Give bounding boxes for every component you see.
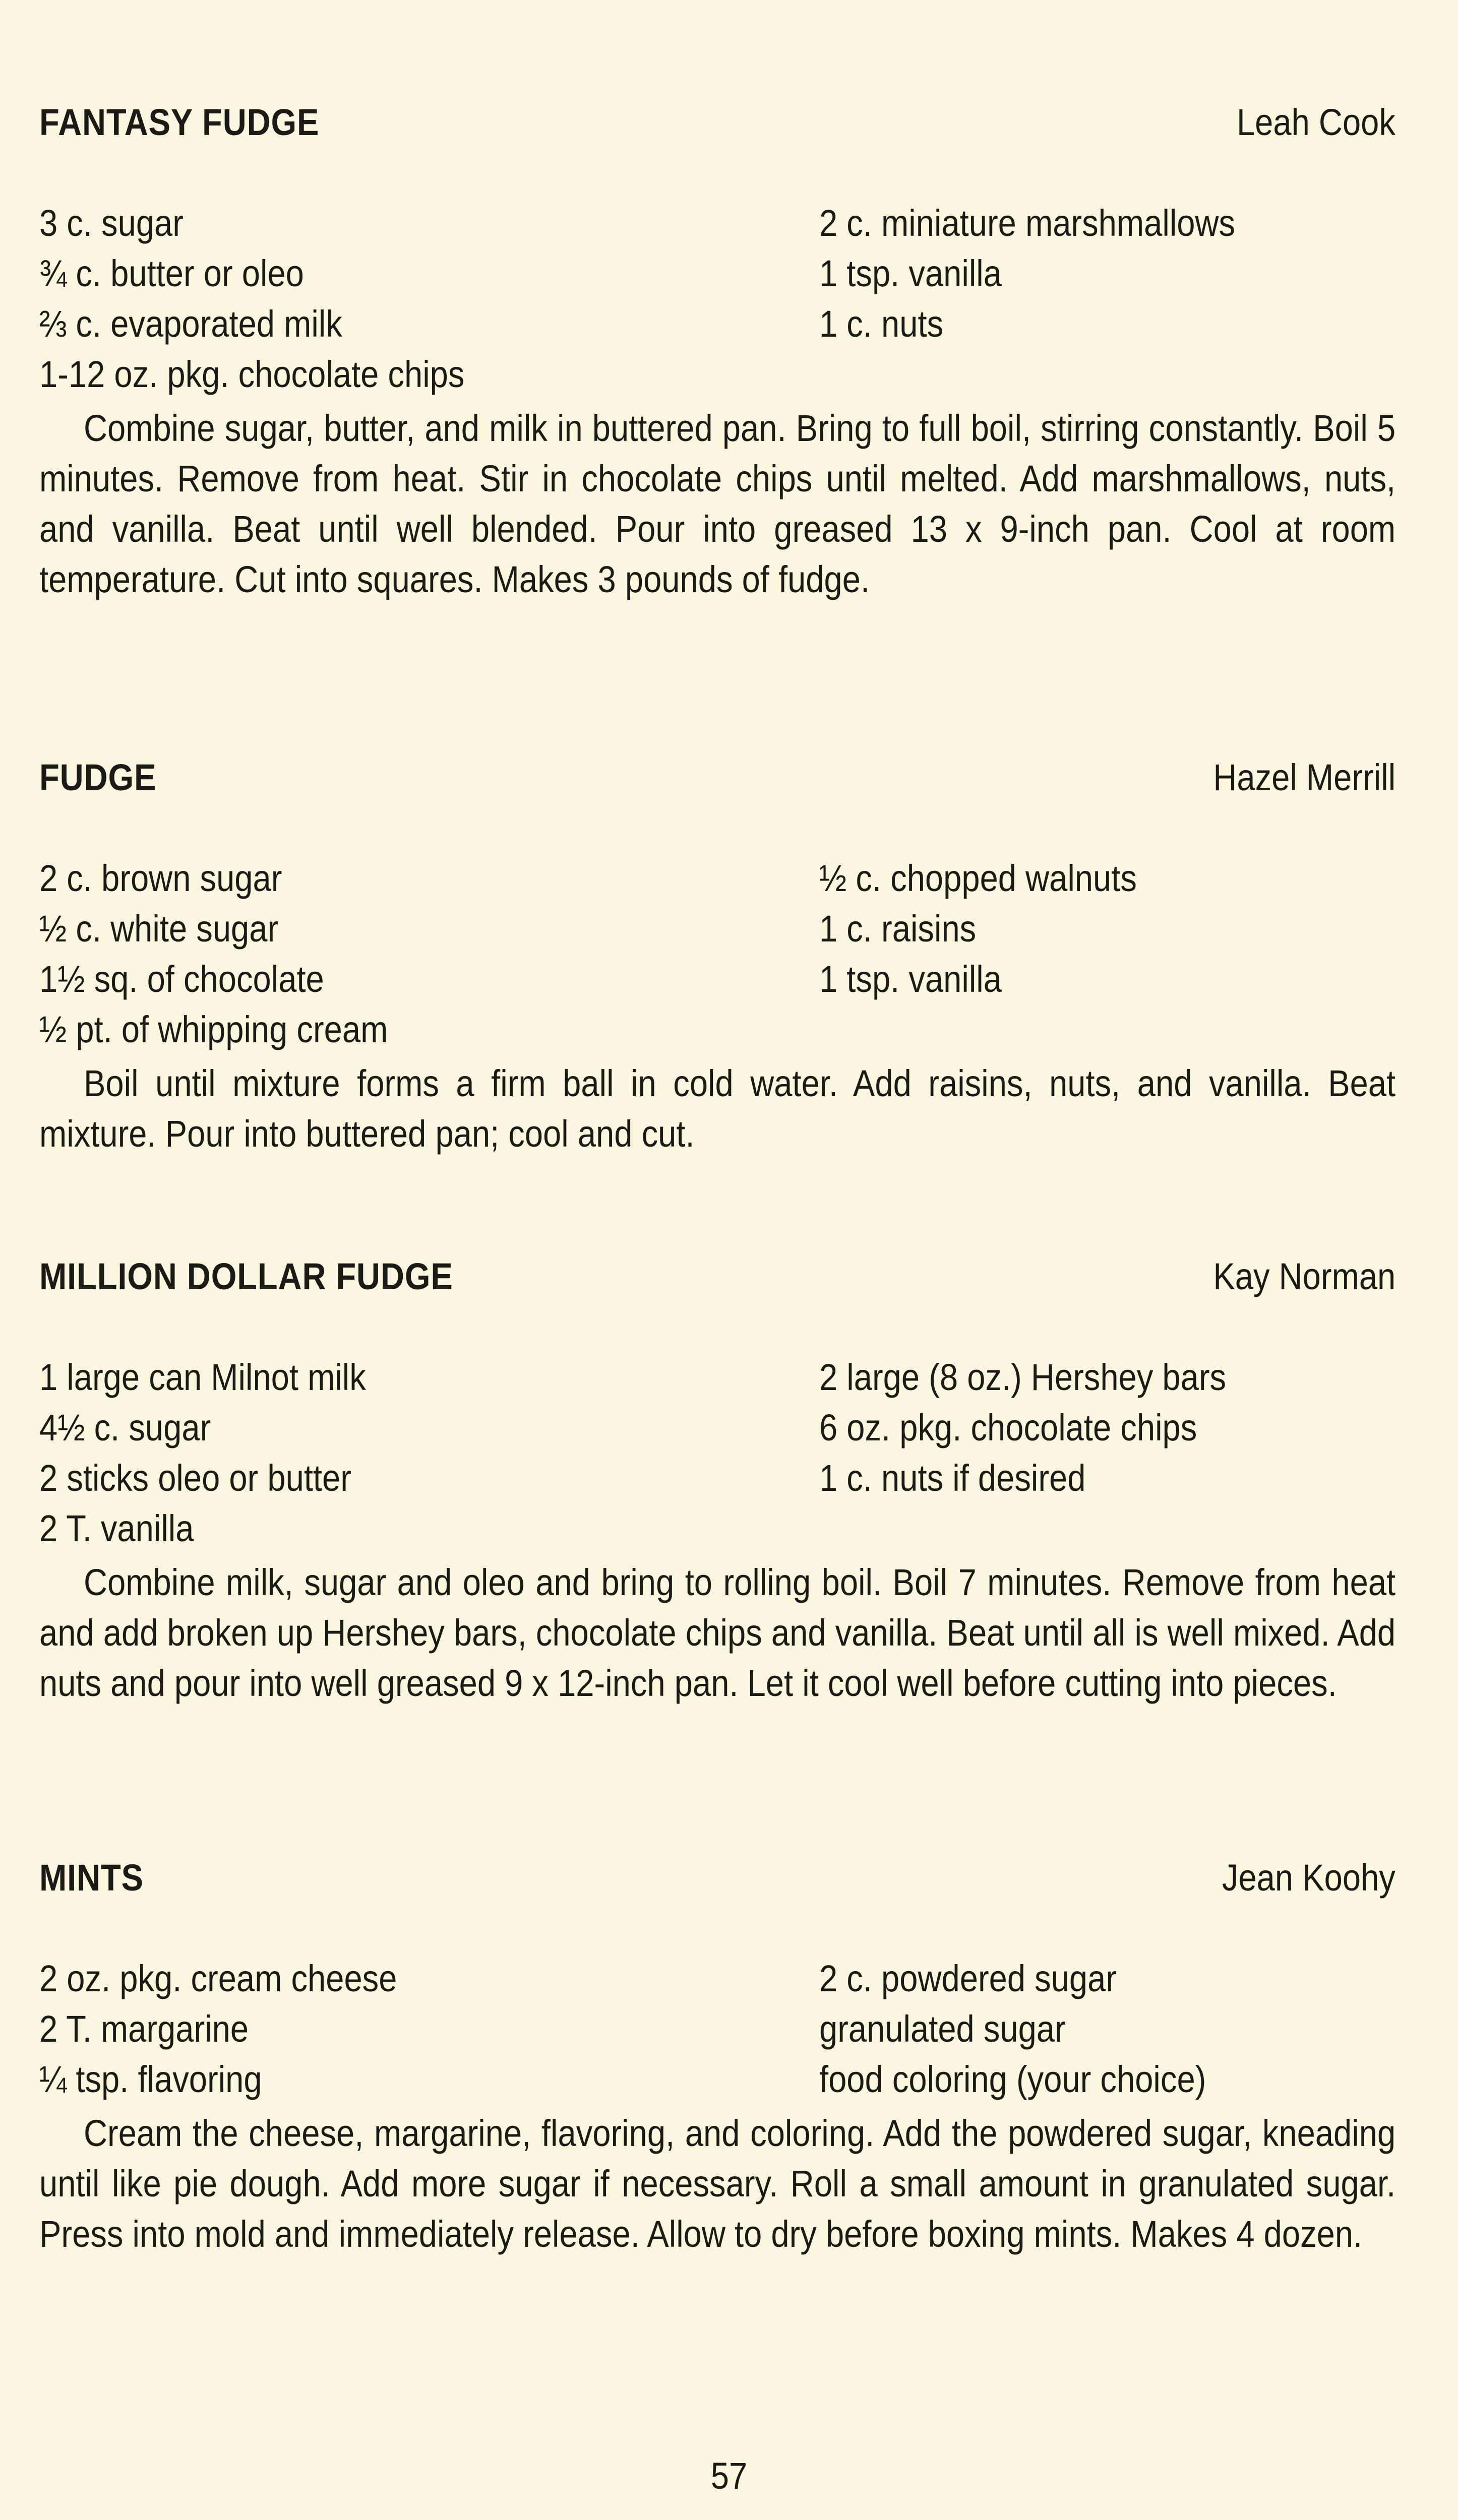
ingredient: 1-12 oz. pkg. chocolate chips <box>39 353 465 395</box>
ingredient: ½ pt. of whipping cream <box>39 1009 388 1050</box>
ingredient-list <box>39 202 1395 403</box>
ingredient-row <box>39 302 1395 353</box>
ingredient-row <box>39 1406 1395 1457</box>
ingredient: 2 sticks oleo or butter <box>39 1457 351 1499</box>
ingredient: 2 large (8 oz.) Hershey bars <box>819 1356 1227 1398</box>
recipe-title: FANTASY FUDGE <box>39 101 320 143</box>
ingredient-row <box>39 1957 1395 2007</box>
ingredient-list <box>39 857 1395 1058</box>
ingredient: 2 c. powdered sugar <box>819 1958 1117 1999</box>
ingredient: 1 c. nuts if desired <box>819 1457 1086 1499</box>
ingredient: 2 c. brown sugar <box>39 857 282 899</box>
ingredient: 3 c. sugar <box>39 202 184 244</box>
ingredient: granulated sugar <box>819 2008 1066 2050</box>
recipe-directions: Combine sugar, butter, and milk in buttered pan. Bring to full boil, stirring constantly. Boil 5 minutes. Remove from heat. Stir in chocolate chips until melted. Add marshmallows, nuts, and vanilla. Beat until well blended. Pour into greased 13 x 9-inch pan. Cool at room temperature. Cut into squares. Makes 3 pounds of fudge. <box>39 407 1396 600</box>
recipe-million-dollar-fudge <box>39 1255 1395 1709</box>
recipe-header <box>39 1856 1395 1907</box>
recipe-title: MILLION DOLLAR FUDGE <box>39 1255 453 1297</box>
ingredient-row <box>39 907 1395 958</box>
ingredient-row <box>39 252 1395 302</box>
ingredient: ½ c. white sugar <box>39 908 279 950</box>
recipe-directions: Boil until mixture forms a firm ball in cold water. Add raisins, nuts, and vanilla. Beat mixture. Pour into buttered pan; cool and cut. <box>39 1062 1396 1155</box>
ingredient: 1 tsp. vanilla <box>819 958 1002 1000</box>
ingredient-list <box>39 1356 1395 1557</box>
ingredient: 2 c. miniature marshmallows <box>819 202 1236 244</box>
ingredient: ¾ c. butter or oleo <box>39 253 304 294</box>
recipe-directions: Cream the cheese, margarine, flavoring, and coloring. Add the powdered sugar, kneading until like pie dough. Add more sugar if necessary. Roll a small amount in granulated sugar. Press into mold and immediately release. Allow to dry before boxing mints. Makes 4 dozen. <box>39 2112 1396 2255</box>
ingredient: 2 T. margarine <box>39 2008 249 2050</box>
recipe-header <box>39 1255 1395 1305</box>
recipe-header <box>39 101 1395 151</box>
ingredient: food coloring (your choice) <box>819 2058 1206 2100</box>
recipe-author: Jean Koohy <box>1222 1857 1395 1899</box>
ingredient: 1 tsp. vanilla <box>819 253 1002 294</box>
ingredient-row <box>39 353 1395 403</box>
ingredient: 2 oz. pkg. cream cheese <box>39 1958 397 1999</box>
recipe-directions: Combine milk, sugar and oleo and bring to rolling boil. Boil 7 minutes. Remove from heat and add broken up Hershey bars, chocolate chips and vanilla. Beat until all is well mixed. Add nuts and pour into well greased 9 x 12-inch pan. Let it cool well before cutting into pieces. <box>39 1561 1396 1704</box>
ingredient-row <box>39 958 1395 1008</box>
ingredient: ⅔ c. evaporated milk <box>39 303 342 345</box>
ingredient-row <box>39 1457 1395 1507</box>
ingredient: 1 c. nuts <box>819 303 944 345</box>
ingredient: ½ c. chopped walnuts <box>819 857 1137 899</box>
ingredient-row <box>39 202 1395 252</box>
ingredient-row <box>39 1356 1395 1406</box>
ingredient-row <box>39 857 1395 907</box>
ingredient-row <box>39 1507 1395 1557</box>
recipe-author: Kay Norman <box>1213 1255 1395 1297</box>
recipe-title: FUDGE <box>39 757 157 798</box>
recipe-mints <box>39 1856 1395 2259</box>
ingredient: 6 oz. pkg. chocolate chips <box>819 1407 1197 1448</box>
ingredient-row <box>39 1008 1395 1058</box>
ingredient: ¼ tsp. flavoring <box>39 2058 262 2100</box>
ingredient: 2 T. vanilla <box>39 1507 194 1549</box>
page-number: 57 <box>710 2455 748 2497</box>
ingredient-row <box>39 2058 1395 2108</box>
recipe-author: Hazel Merrill <box>1213 757 1395 798</box>
ingredient: 1½ sq. of chocolate <box>39 958 324 1000</box>
recipe-header <box>39 756 1395 806</box>
recipe-title: MINTS <box>39 1857 144 1899</box>
ingredient: 4½ c. sugar <box>39 1407 211 1448</box>
recipe-fudge <box>39 756 1395 1159</box>
ingredient: 1 large can Milnot milk <box>39 1356 366 1398</box>
ingredient: 1 c. raisins <box>819 908 977 950</box>
recipe-fantasy-fudge <box>39 101 1395 605</box>
ingredient-row <box>39 2007 1395 2058</box>
ingredient-list <box>39 1957 1395 2108</box>
recipe-author: Leah Cook <box>1237 101 1395 143</box>
